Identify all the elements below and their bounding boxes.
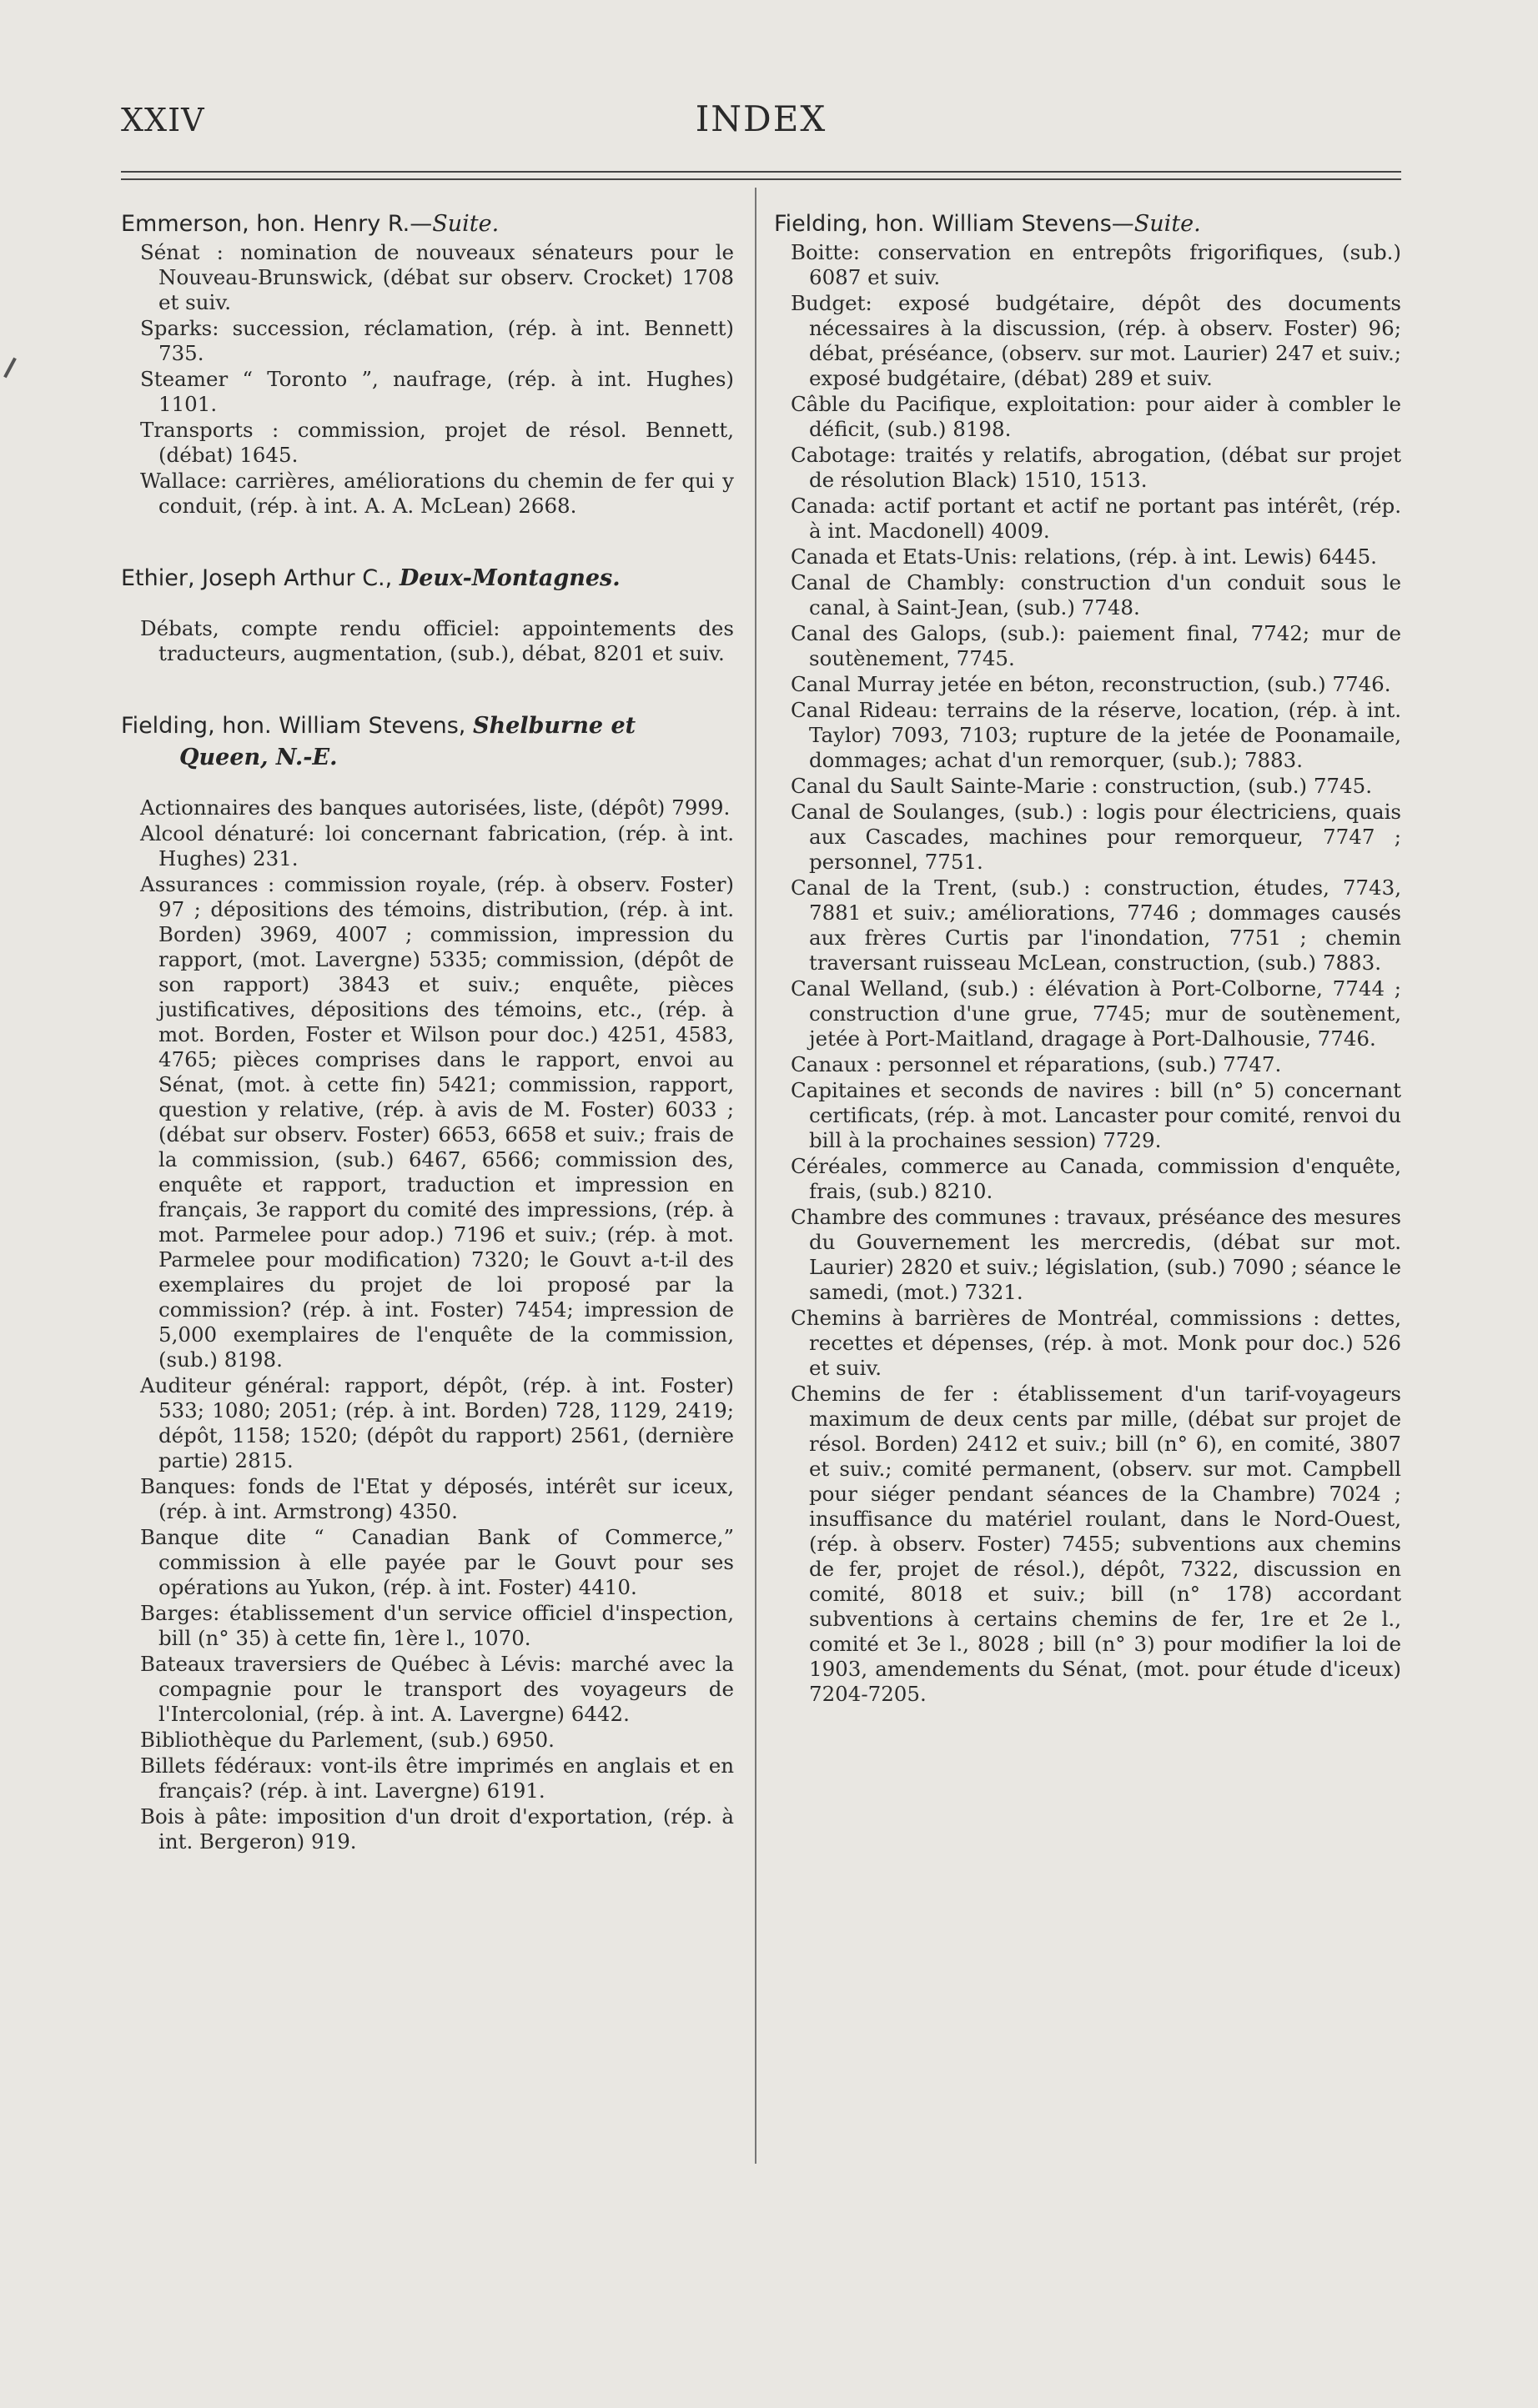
right-column [774, 208, 1401, 1708]
emmerson-entries [121, 240, 734, 519]
index-entry: Bateaux traversiers de Québec à Lévis: marché avec la compagnie pour le transport des voyageurs de l'Intercolonial, (rép. à int. A. Lavergne) 6442. [140, 1652, 734, 1726]
index-entry: Canal du Sault Sainte-Marie : construction, (sub.) 7745. [791, 774, 1372, 798]
index-entry: Canaux : personnel et réparations, (sub.) 7747. [791, 1052, 1282, 1076]
index-entry: Bois à pâte: imposition d'un droit d'exportation, (rép. à int. Bergeron) 919. [140, 1804, 734, 1854]
section-heading-fielding: Fielding, hon. William Stevens, Shelburne et Queen, N.-E. [121, 713, 636, 770]
left-column [121, 208, 734, 1855]
index-entry: Actionnaires des banques autorisées, liste, (dépôt) 7999. [140, 795, 731, 820]
fielding-entries [121, 795, 734, 1854]
index-entry: Canal de la Trent, (sub.) : construction, études, 7743, 7881 et suiv.; améliorations, 7746 ; dommages causés aux frères Curtis par l'inondation, 7751 ; chemin traversant ruisseau McLean, construction, (sub.) 7883. [791, 875, 1401, 975]
index-entry: Capitaines et seconds de navires : bill (n° 5) concernant certificats, (rép. à mot. Lancaster pour comité, renvoi du bill à la prochaines session) 7729. [791, 1078, 1401, 1152]
section-heading-ethier: Ethier, Joseph Arthur C., Deux-Montagnes. [121, 565, 621, 591]
index-entry: Wallace: carrières, améliorations du chemin de fer qui y conduit, (rép. à int. A. A. McLean) 2668. [140, 469, 734, 518]
index-entry: Assurances : commission royale, (rép. à observ. Foster) 97 ; dépositions des témoins, distribution, (rép. à int. Borden) 3969, 4007 ; commission, impression du rapport, (mot. Lavergne) 5335; commission, (dépôt de son rapport) 3843 et suiv.; enquête, pièces justificatives, dépositions des témoins, etc., (rép. à mot. Borden, Foster et Wilson pour doc.) 4251, 4583, 4765; pièces comprises dans le rapport, envoi au Sénat, (mot. à cette fin) 5421; commission, rapport, question y relative, (rép. à avis de M. Foster) 6033 ; (débat sur observ. Foster) 6653, 6658 et suiv.; frais de la commission, (sub.) 6467, 6566; commission des, enquête et rapport, traduction et impression en français, 3e rapport du comité des impressions, (rép. à mot. Parmelee pour adop.) 7196 et suiv.; (rép. à mot. Parmelee pour modification) 7320; le Gouvt a-t-il des exemplaires du projet de loi proposé par la commission? (rép. à int. Foster) 7454; impression de 5,000 exemplaires de l'enquête de la commission, (sub.) 8198. [140, 872, 734, 1372]
index-entry: Cabotage: traités y relatifs, abrogation, (débat sur projet de résolution Black) 1510, 1513. [791, 443, 1401, 492]
index-entry: Sparks: succession, réclamation, (rép. à int. Bennett) 735. [140, 316, 734, 365]
index-entry: Chemins de fer : établissement d'un tarif-voyageurs maximum de deux cents par mille, (débat sur projet de résol. Borden) 2412 et suiv.; bill (n° 6), en comité, 3807 et suiv.; comité permanent, (observ. sur mot. Campbell pour siéger pendant séances de la Chambre) 7024 ; insuffisance du matériel roulant, dans le Nord-Ouest, (rép. à observ. Foster) 7455; subventions aux chemins de fer, projet de résol.), dépôt, 7322, discussion en comité, 8018 et suiv.; bill (n° 178) accordant subventions à certains chemins de fer, 1re et 2e l., comité et 3e l., 8028 ; bill (n° 3) pour modifier la loi de 1903, amendements du Sénat, (mot. pour étude d'iceux) 7204-7205. [791, 1382, 1401, 1706]
fielding-suite-entries [774, 240, 1401, 1707]
section-heading-emmerson: Emmerson, hon. Henry R.—Suite. [121, 211, 500, 237]
index-entry: Canal des Galops, (sub.): paiement final, 7742; mur de soutènement, 7745. [791, 621, 1401, 670]
index-entry: Billets fédéraux: vont-ils être imprimés en anglais et en français? (rép. à int. Lavergne) 6191. [140, 1753, 734, 1803]
index-entry: Canal de Soulanges, (sub.) : logis pour électriciens, quais aux Cascades, machines pour remorqueur, 7747 ; personnel, 7751. [791, 800, 1401, 874]
page-title: INDEX [695, 98, 827, 139]
header-rule-bottom [121, 178, 1401, 180]
index-entry: Chambre des communes : travaux, préséance des mesures du Gouvernement les mercredis, (débat sur mot. Laurier) 2820 et suiv.; législation, (sub.) 7090 ; séance le samedi, (mot.) 7321. [791, 1205, 1401, 1304]
index-entry: Transports : commission, projet de résol. Bennett, (débat) 1645. [140, 418, 734, 467]
index-entry: Barges: établissement d'un service officiel d'inspection, bill (n° 35) à cette fin, 1ère l., 1070. [140, 1601, 734, 1650]
index-entry: Boitte: conservation en entrepôts frigorifiques, (sub.) 6087 et suiv. [791, 240, 1401, 289]
index-entry: Céréales, commerce au Canada, commission d'enquête, frais, (sub.) 8210. [791, 1154, 1401, 1203]
index-entry: Alcool dénaturé: loi concernant fabrication, (rép. à int. Hughes) 231. [140, 821, 734, 870]
index-entry: Canada: actif portant et actif ne portant pas intérêt, (rép. à int. Macdonell) 4009. [791, 494, 1401, 543]
index-entry: Steamer “ Toronto ”, naufrage, (rép. à int. Hughes) 1101. [140, 367, 734, 416]
index-entry: Bibliothèque du Parlement, (sub.) 6950. [140, 1728, 555, 1752]
index-entry: Câble du Pacifique, exploitation: pour aider à combler le déficit, (sub.) 8198. [791, 392, 1401, 441]
ethier-entries [121, 616, 734, 666]
column-divider [755, 188, 756, 2164]
index-entry: Canal Murray jetée en béton, reconstruction, (sub.) 7746. [791, 672, 1391, 696]
index-entry: Banque dite “ Canadian Bank of Commerce,” commission à elle payée par le Gouvt pour ses opérations au Yukon, (rép. à int. Foster) 4410. [140, 1525, 734, 1599]
page-number: XXIV [121, 102, 205, 138]
index-entry: Sénat : nomination de nouveaux sénateurs pour le Nouveau-Brunswick, (débat sur observ. Crocket) 1708 et suiv. [140, 240, 734, 314]
index-entry: Canal de Chambly: construction d'un conduit sous le canal, à Saint-Jean, (sub.) 7748. [791, 570, 1401, 620]
index-entry: Canal Rideau: terrains de la réserve, location, (rép. à int. Taylor) 7093, 7103; rupture de la jetée de Poonamaile, dommages; achat d'un remorquer, (sub.); 7883. [791, 698, 1401, 772]
index-entry: Canal Welland, (sub.) : élévation à Port-Colborne, 7744 ; construction d'une grue, 7745; mur de soutènement, jetée à Port-Maitland, dragage à Port-Dalhousie, 7746. [791, 976, 1401, 1051]
index-entry: Banques: fonds de l'Etat y déposés, intérêt sur iceux, (rép. à int. Armstrong) 4350. [140, 1474, 734, 1523]
index-entry: Auditeur général: rapport, dépôt, (rép. à int. Foster) 533; 1080; 2051; (rép. à int. Borden) 728, 1129, 2419; dépôt, 1158; 1520; (dépôt du rapport) 2561, (dernière partie) 2815. [140, 1373, 734, 1472]
section-heading-fielding-suite: Fielding, hon. William Stevens—Suite. [774, 211, 1201, 237]
index-entry: Chemins à barrières de Montréal, commissions : dettes, recettes et dépenses, (rép. à mot. Monk pour doc.) 526 et suiv. [791, 1306, 1401, 1380]
index-entry: Budget: exposé budgétaire, dépôt des documents nécessaires à la discussion, (rép. à observ. Foster) 96; débat, préséance, (observ. sur mot. Laurier) 247 et suiv.; exposé budgétaire, (débat) 289 et suiv. [791, 291, 1401, 390]
index-entry: Canada et Etats-Unis: relations, (rép. à int. Lewis) 6445. [791, 544, 1377, 569]
page-header [121, 98, 1401, 148]
header-rule-top [121, 171, 1401, 173]
margin-pen-mark [3, 358, 17, 379]
index-entry: Débats, compte rendu officiel: appointements des traducteurs, augmentation, (sub.), débat, 8201 et suiv. [140, 616, 734, 665]
